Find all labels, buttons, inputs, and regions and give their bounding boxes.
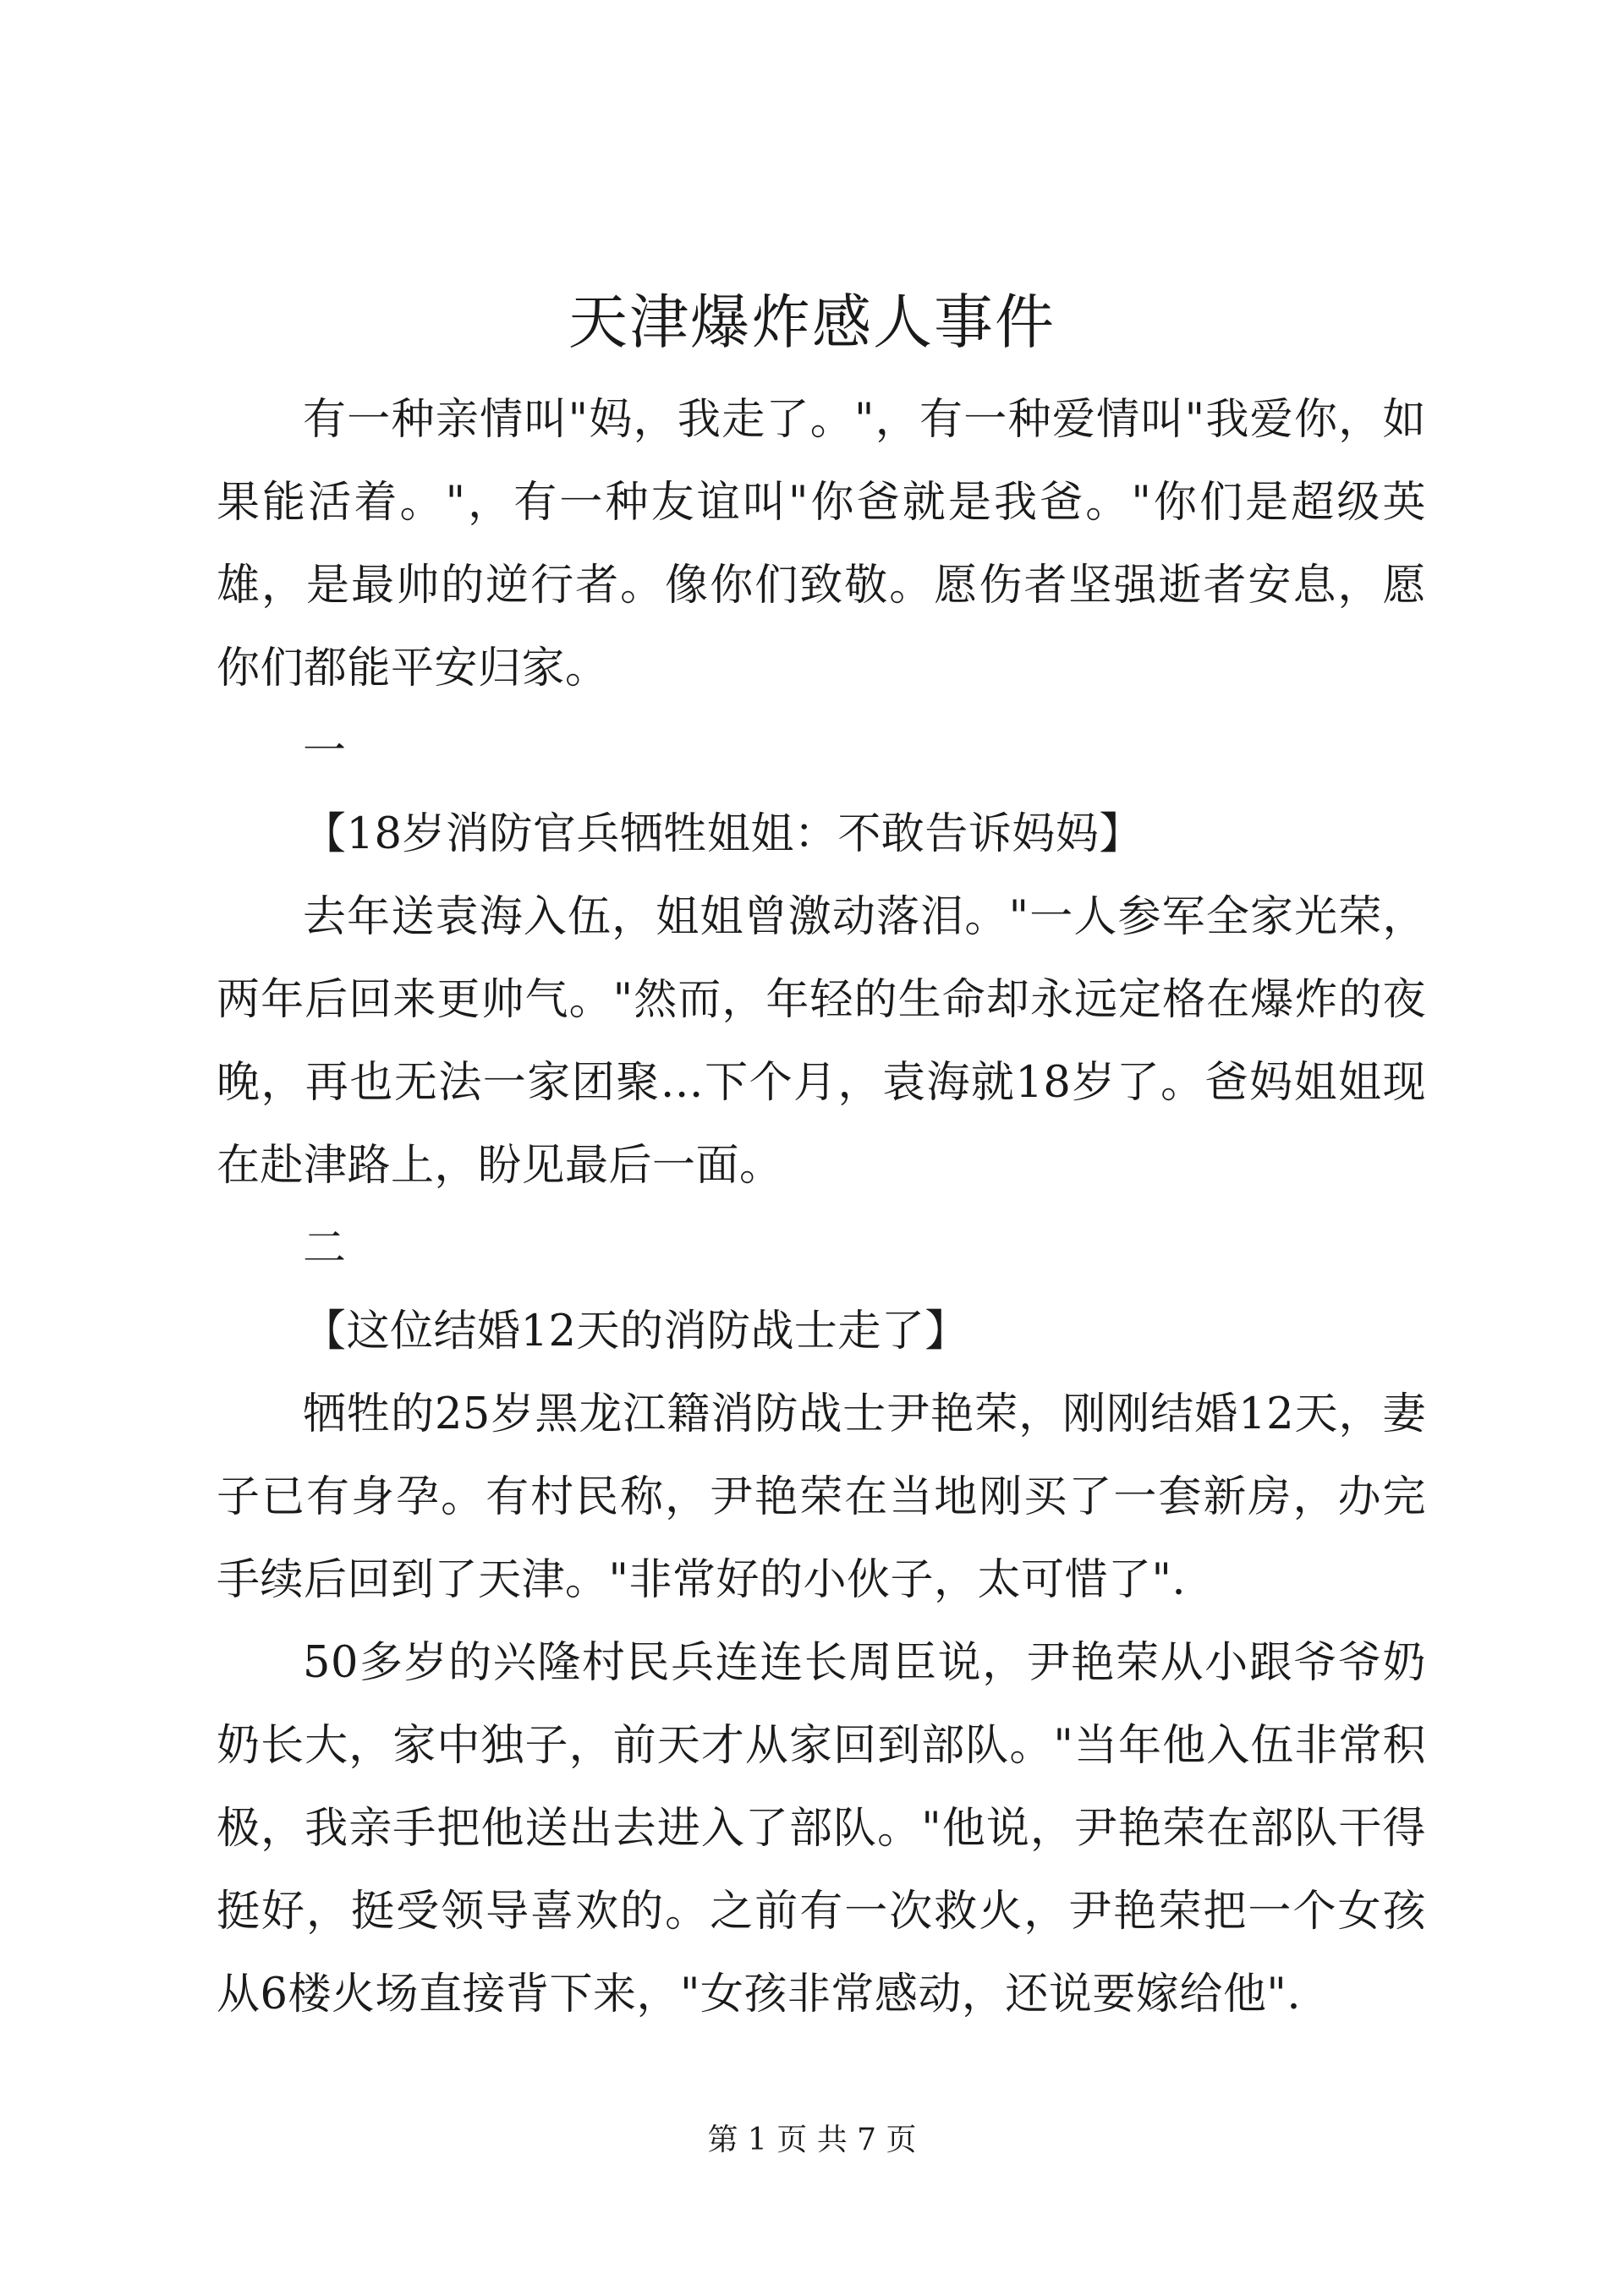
document-body — [217, 379, 1426, 2036]
page-footer: 第 1 页 共 7 页 — [707, 2123, 917, 2157]
section-number-one: 一 — [303, 726, 347, 776]
section-heading-two: 【这位结婚12天的消防战士走了】 — [303, 1307, 968, 1356]
section-heading-one: 【18岁消防官兵牺牲姐姐：不敢告诉妈妈】 — [303, 809, 1143, 859]
section-number-two: 二 — [303, 1224, 347, 1274]
paragraph-section-two-a: 牺牲的25岁黑龙江籍消防战士尹艳荣，刚刚结婚12天，妻子已有身孕。有村民称，尹艳荣在当地刚买了一套新房，办完手续后回到了天津。"非常好的小伙子，太可惜了". — [217, 1389, 1426, 1605]
paragraph-section-two-b: 50多岁的兴隆村民兵连连长周臣说，尹艳荣从小跟爷爷奶奶长大，家中独子，前天才从家回到部队。"当年他入伍非常积极，我亲手把他送出去进入了部队。"他说，尹艳荣在部队干得挺好，挺受领导喜欢的。之前有一次救火，尹艳荣把一个女孩从6楼火场直接背下来，"女孩非常感动，还说要嫁给他". — [217, 1638, 1426, 2019]
document-title: 天津爆炸感人事件 — [568, 288, 1056, 357]
paragraph-section-one: 去年送袁海入伍，姐姐曾激动落泪。"一人参军全家光荣，两年后回来更帅气。"然而，年轻的生命却永远定格在爆炸的夜晚，再也无法一家团聚…下个月，袁海就18岁了。爸妈姐姐现在赴津路上，盼见最后一面。 — [217, 892, 1426, 1191]
paragraph-intro: 有一种亲情叫"妈，我走了。"，有一种爱情叫"我爱你，如果能活着。"，有一种友谊叫"你爸就是我爸。"你们是超级英雄，是最帅的逆行者。像你们致敬。愿伤者坚强逝者安息，愿你们都能平安归家。 — [217, 395, 1426, 693]
